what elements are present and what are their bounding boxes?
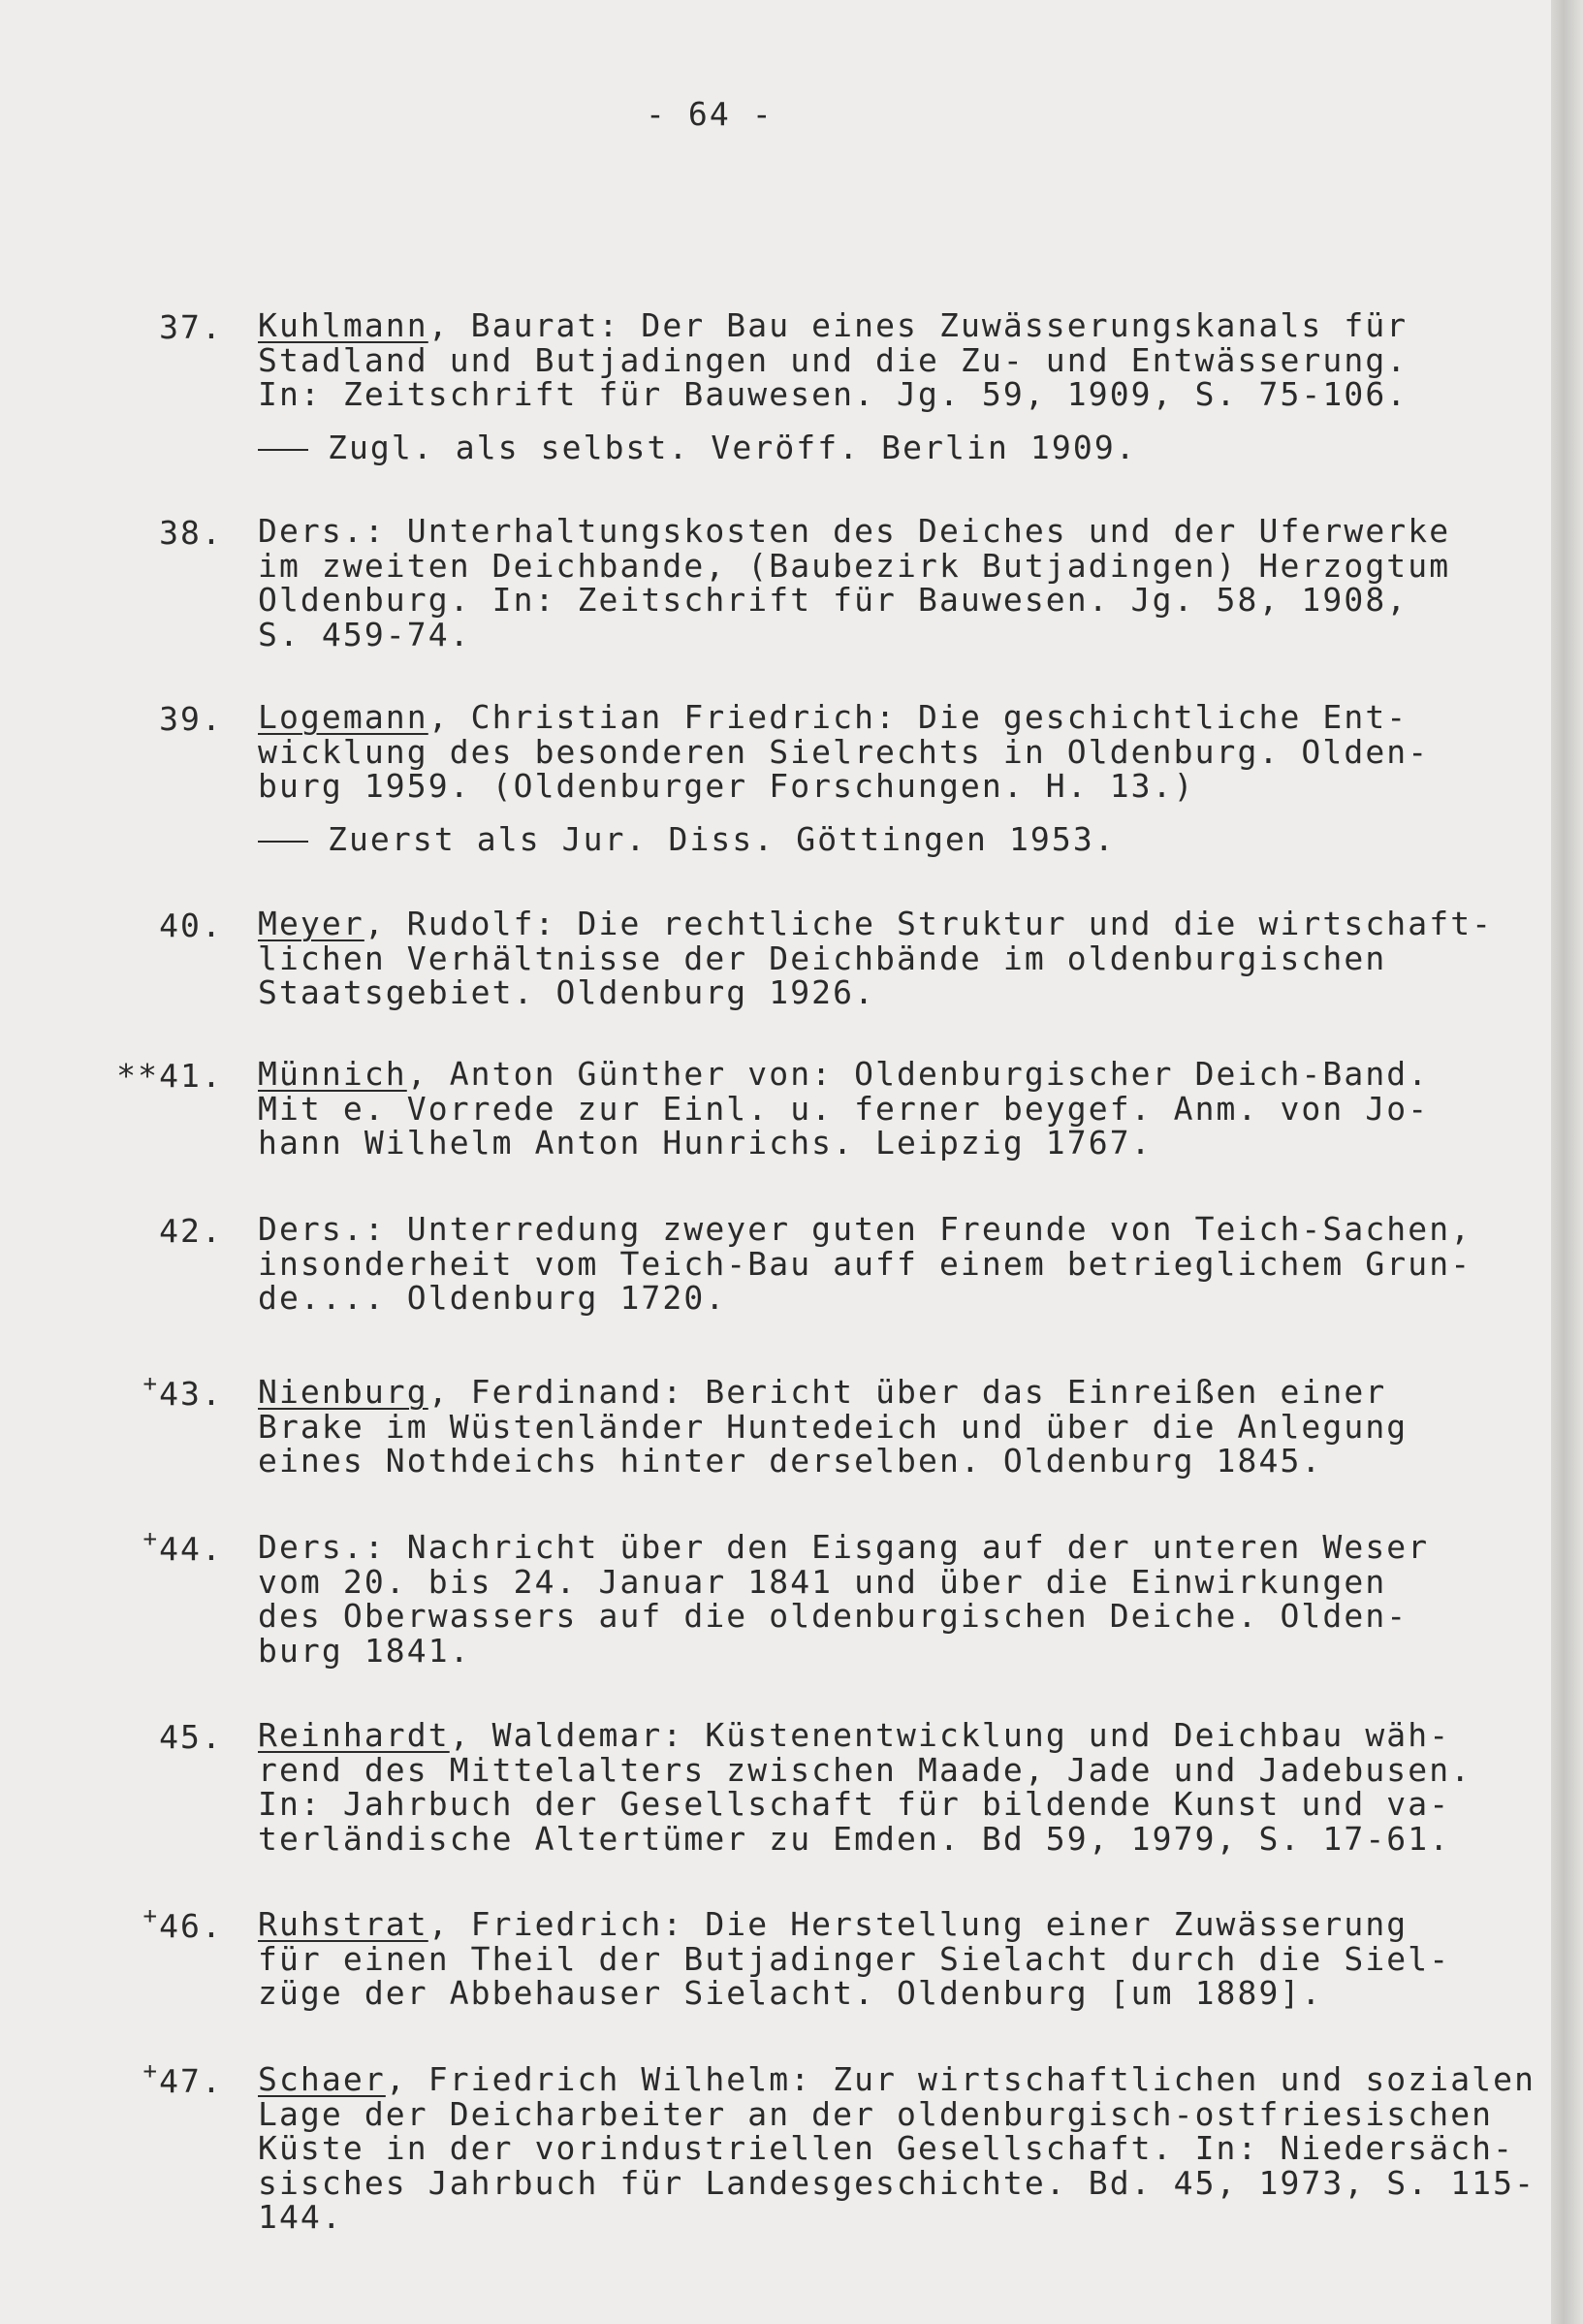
entry-line-text: eines Nothdeichs hinter derselben. Oldenburg 1845.: [258, 1442, 1323, 1480]
entry-line: [258, 546, 1451, 585]
entry-body: [258, 514, 1450, 652]
entry-author: Reinhardt: [258, 1716, 450, 1754]
entry-line: [258, 2163, 1536, 2202]
entry-number: [0, 907, 223, 944]
entry-line: [258, 615, 1450, 653]
entry-line: [258, 377, 1408, 412]
entry-line: [258, 732, 1430, 771]
entry-line: [258, 2062, 1536, 2097]
entry-line: [258, 907, 1493, 941]
entry-line: [258, 1057, 1429, 1092]
entry-line: [258, 340, 1409, 379]
entry-body: [258, 1375, 1408, 1479]
entry-line: [258, 2094, 1536, 2133]
entry-body: [258, 1718, 1472, 1856]
entry-line-text: im zweiten Deichbande, (Baubezirk Butjadingen) Herzogtum: [258, 546, 1451, 585]
em-dash: [258, 841, 308, 843]
entry-line: [258, 941, 1493, 976]
entry-line-text: burg 1841.: [258, 1631, 471, 1670]
entry-line-text: In: Zeitschrift für Bauwesen. Jg. 59, 1909, S. 75-106.: [258, 375, 1409, 413]
entry-author: Münnich: [258, 1055, 407, 1093]
entry-line-text: S. 459-74.: [258, 615, 471, 653]
entry-number-text: 41.: [159, 1057, 223, 1095]
entry-author: Ruhstrat: [258, 1905, 428, 1943]
entry-note-text: Zuerst als Jur. Diss. Göttingen 1953.: [328, 820, 1116, 858]
entry-line-text: , Waldemar: Küstenentwicklung und Deichbau wäh-: [449, 1716, 1451, 1754]
entry-line: [258, 1787, 1472, 1822]
entry-note: [258, 822, 1116, 857]
entry-line-text: Lage der Deicharbeiter an der oldenburgisch-ostfriesischen: [258, 2094, 1494, 2133]
entry-line-text: In: Jahrbuch der Gesellschaft für bildende Kunst und va-: [258, 1785, 1451, 1823]
entry-line-text: Küste in der vorindustriellen Gesellschaft. In: Niedersäch-: [258, 2129, 1515, 2167]
entry-line: [258, 2131, 1536, 2166]
entry-line: [258, 1631, 1429, 1670]
entry-line-text: des Oberwassers auf die oldenburgischen Deiche. Olden-: [258, 1597, 1409, 1635]
entry-number-text: 43.: [159, 1375, 223, 1413]
entry-author: Kuhlmann: [258, 306, 428, 344]
entry-line: [258, 1819, 1472, 1858]
entry-line-text: für einen Theil der Butjadinger Sielacht durch die Siel-: [258, 1939, 1451, 1978]
entry-note: [258, 430, 1137, 465]
entry-number: [0, 1212, 223, 1250]
entry-line-text: Staatsgebiet. Oldenburg 1926.: [258, 973, 876, 1011]
entry-body: [258, 1057, 1429, 1161]
entry-line: [258, 700, 1429, 735]
entry-line: [258, 2200, 1536, 2235]
entry-number-text: 46.: [159, 1907, 223, 1945]
entry-author: Nienburg: [258, 1373, 428, 1411]
page-edge: [1551, 0, 1583, 2324]
entry-number-text: 38.: [159, 514, 223, 552]
entry-body: [258, 907, 1493, 1010]
entry-line-text: , Anton Günther von: Oldenburgischer Deich-Band.: [406, 1055, 1430, 1093]
entry-marker: +: [142, 2057, 160, 2085]
entry-marker: +: [142, 1902, 160, 1929]
entry-marker: +: [142, 1525, 160, 1552]
entry-line: [258, 1444, 1408, 1479]
entry-marker: +: [142, 1370, 160, 1397]
entry-marker: **: [116, 1057, 160, 1095]
entry-body: [258, 308, 1408, 412]
entry-number-text: 42.: [159, 1212, 223, 1250]
entry-line: [258, 1407, 1409, 1446]
entry-line: [258, 1281, 1472, 1316]
entry-number: [0, 514, 223, 552]
entry-line-text: Brake im Wüstenländer Huntedeich und über die Anlegung: [258, 1407, 1409, 1446]
entry-line: [258, 1599, 1429, 1634]
entry-line-text: sisches Jahrbuch für Landesgeschichte. Bd. 45, 1973, S. 115-: [258, 2163, 1536, 2202]
entry-author: Logemann: [258, 698, 428, 736]
entry-body: [258, 700, 1429, 804]
entry-number-text: 40.: [159, 907, 223, 944]
entry-line: [258, 1907, 1450, 1942]
entry-line: [258, 1089, 1430, 1128]
entry-line: [258, 1530, 1429, 1565]
entry-line: [258, 1375, 1408, 1410]
entry-number-text: 47.: [159, 2062, 223, 2100]
entry-number-text: 44.: [159, 1530, 223, 1568]
entry-line-text: Ders.: Nachricht über den Eisgang auf der unteren Weser: [258, 1528, 1430, 1566]
entry-line: [258, 514, 1450, 549]
entry-line-text: de.... Oldenburg 1720.: [258, 1279, 727, 1317]
entry-line-text: Ders.: Unterhaltungskosten des Deiches und der Uferwerke: [258, 512, 1451, 550]
entry-line-text: hann Wilhelm Anton Hunrichs. Leipzig 1767.: [258, 1124, 1153, 1162]
entry-number: [0, 700, 223, 738]
entry-number: [0, 1902, 223, 1945]
entry-line: [258, 1562, 1429, 1601]
page-number: - 64 -: [646, 95, 774, 133]
entry-line-text: züge der Abbehauser Sielacht. Oldenburg [um 1889].: [258, 1974, 1323, 2012]
entry-number: [0, 1525, 223, 1568]
entry-line: [258, 975, 1493, 1010]
entry-line: [258, 1126, 1429, 1161]
entry-line-text: vom 20. bis 24. Januar 1841 und über die Einwirkungen: [258, 1562, 1387, 1601]
entry-line: [258, 1212, 1472, 1247]
entry-line-text: terländische Altertümer zu Emden. Bd 59, 1979, S. 17-61.: [258, 1819, 1451, 1858]
entry-number: [0, 2057, 223, 2100]
entry-line: [258, 1718, 1472, 1753]
entry-number: [0, 1370, 223, 1413]
entry-line-text: Stadland und Butjadingen und die Zu- und Entwässerung.: [258, 340, 1409, 379]
entry-line-text: , Friedrich Wilhelm: Zur wirtschaftlichen und sozialen: [385, 2060, 1536, 2098]
entry-line: [258, 1244, 1472, 1283]
entry-line-text: Mit e. Vorrede zur Einl. u. ferner beygef. Anm. von Jo-: [258, 1089, 1430, 1128]
entry-line-text: , Ferdinand: Bericht über das Einreißen einer: [427, 1373, 1387, 1411]
entry-number: [0, 1057, 223, 1095]
entry-line-text: Oldenburg. In: Zeitschrift für Bauwesen. Jg. 58, 1908,: [258, 581, 1409, 619]
entry-body: [258, 1907, 1450, 2011]
entry-line: [258, 308, 1408, 343]
entry-line-text: , Christian Friedrich: Die geschichtliche Ent-: [427, 698, 1409, 736]
entry-body: [258, 1212, 1472, 1316]
entry-line: [258, 583, 1450, 618]
em-dash: [258, 449, 308, 451]
entry-author: Schaer: [258, 2060, 386, 2098]
entry-line-text: rend des Mittelalters zwischen Maade, Jade und Jadebusen.: [258, 1750, 1472, 1789]
entry-body: [258, 1530, 1429, 1668]
entry-line-text: wicklung des besonderen Sielrechts in Oldenburg. Olden-: [258, 732, 1430, 771]
entry-author: Meyer: [258, 905, 364, 942]
entry-body: [258, 2062, 1536, 2235]
entry-line-text: 144.: [258, 2198, 343, 2236]
entry-line-text: , Friedrich: Die Herstellung einer Zuwässerung: [427, 1905, 1409, 1943]
entry-line-text: burg 1959. (Oldenburger Forschungen. H. 13.): [258, 767, 1195, 805]
entry-number-text: 45.: [159, 1718, 223, 1756]
entry-number-text: 39.: [159, 700, 223, 738]
entry-line: [258, 1976, 1450, 2011]
entry-line: [258, 1750, 1472, 1789]
entry-line-text: Ders.: Unterredung zweyer guten Freunde von Teich-Sachen,: [258, 1210, 1472, 1248]
entry-number: [0, 1718, 223, 1756]
entry-line-text: lichen Verhältnisse der Deichbände im oldenburgischen: [258, 939, 1387, 977]
entry-number: [0, 308, 223, 346]
entry-line: [258, 1939, 1451, 1978]
entry-line: [258, 769, 1429, 804]
entry-line-text: insonderheit vom Teich-Bau auff einem betrieglichem Grun-: [258, 1244, 1472, 1283]
entry-line-text: , Rudolf: Die rechtliche Struktur und die wirtschaft-: [364, 905, 1494, 942]
entry-number-text: 37.: [159, 308, 223, 346]
entry-line-text: , Baurat: Der Bau eines Zuwässerungskanals für: [427, 306, 1409, 344]
entry-note-text: Zugl. als selbst. Veröff. Berlin 1909.: [328, 429, 1137, 466]
